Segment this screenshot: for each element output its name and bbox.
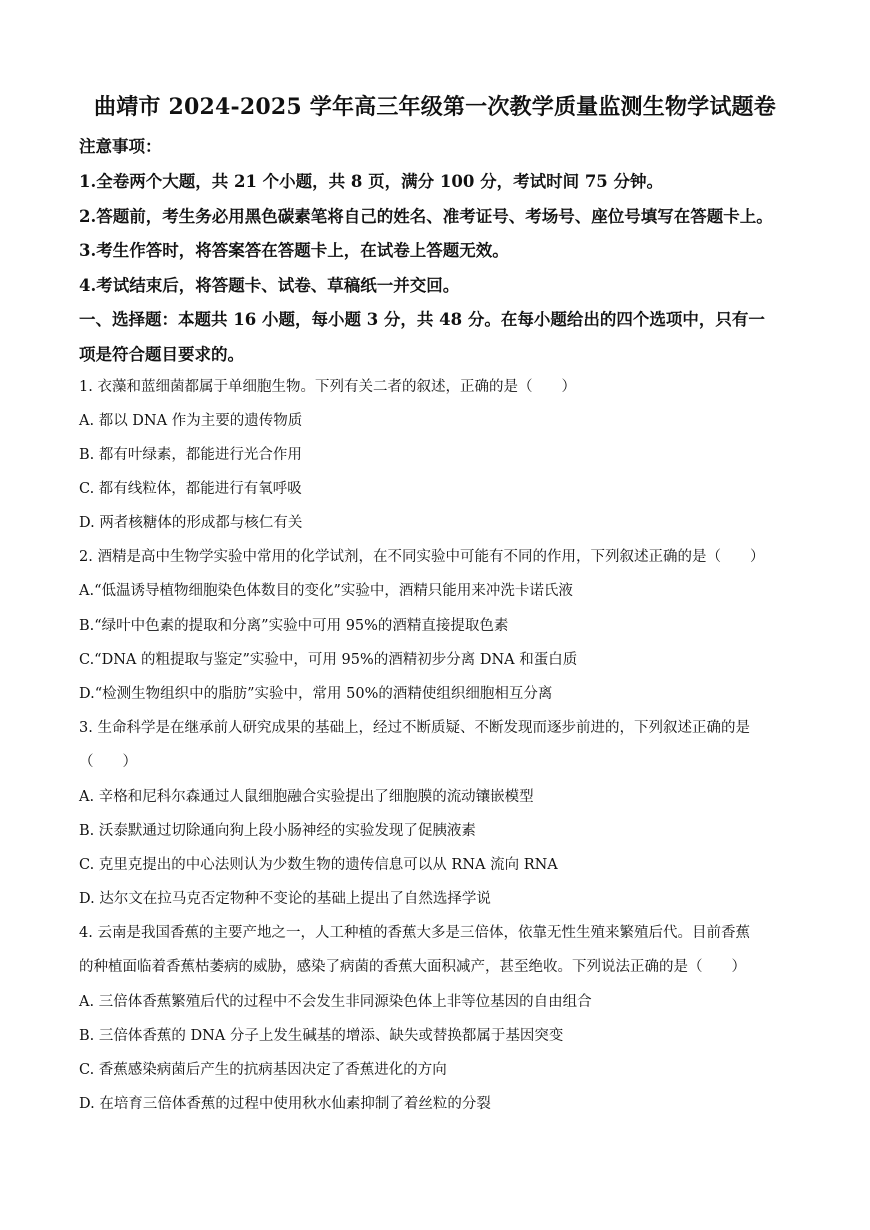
- question-option: D.“检测生物组织中的脂肪”实验中，常用 50%的酒精使组织细胞相互分离: [79, 686, 553, 702]
- section-heading-cont: 项是符合题目要求的。: [79, 345, 244, 364]
- section-heading: 一、选择题：本题共 16 小题，每小题 3 分，共 48 分。在每小题给出的四个选项中，只有一: [79, 310, 765, 329]
- question-option: C. 香蕉感染病菌后产生的抗病基因决定了香蕉进化的方向: [79, 1062, 447, 1078]
- question-option: C. 克里克提出的中心法则认为少数生物的遗传信息可以从 RNA 流向 RNA: [79, 857, 558, 873]
- page-title: 曲靖市 2024-2025 学年高三年级第一次教学质量监测生物学试题卷: [94, 94, 776, 120]
- question-option: A. 三倍体香蕉繁殖后代的过程中不会发生非同源染色体上非等位基因的自由组合: [79, 994, 592, 1010]
- notice-item: 4.考试结束后，将答题卡、试卷、草稿纸一并交回。: [79, 276, 460, 295]
- question-stem-cont: 的种植面临着香蕉枯萎病的威胁，感染了病菌的香蕉大面积减产，甚至绝收。下列说法正确的是（ ）: [79, 959, 746, 975]
- question-stem: 2. 酒精是高中生物学实验中常用的化学试剂，在不同实验中可能有不同的作用，下列叙述正确的是（ ）: [79, 549, 765, 565]
- question-option: C.“DNA 的粗提取与鉴定”实验中，可用 95%的酒精初步分离 DNA 和蛋白质: [79, 652, 578, 668]
- notice-item: 1.全卷两个大题，共 21 个小题，共 8 页，满分 100 分，考试时间 75 分钟。: [79, 172, 664, 191]
- question-stem: 4. 云南是我国香蕉的主要产地之一，人工种植的香蕉大多是三倍体，依靠无性生殖来繁殖后代。目前香蕉: [79, 925, 750, 941]
- question-option: A.“低温诱导植物细胞染色体数目的变化”实验中，酒精只能用来冲洗卡诺氏液: [79, 583, 573, 599]
- question-option: A. 辛格和尼科尔森通过人鼠细胞融合实验提出了细胞膜的流动镶嵌模型: [79, 789, 534, 805]
- question-option: B. 三倍体香蕉的 DNA 分子上发生碱基的增添、缺失或替换都属于基因突变: [79, 1028, 564, 1044]
- notice-item: 3.考生作答时，将答案答在答题卡上，在试卷上答题无效。: [79, 241, 509, 260]
- question-option: A. 都以 DNA 作为主要的遗传物质: [79, 413, 303, 429]
- question-option: D. 在培育三倍体香蕉的过程中使用秋水仙素抑制了着丝粒的分裂: [79, 1096, 491, 1112]
- question-stem-cont: （ ）: [79, 754, 137, 770]
- question-stem: 3. 生命科学是在继承前人研究成果的基础上，经过不断质疑、不断发现而逐步前进的，下列叙述正确的是: [79, 720, 750, 736]
- question-option: B.“绿叶中色素的提取和分离”实验中可用 95%的酒精直接提取色素: [79, 618, 509, 634]
- question-option: D. 两者核糖体的形成都与核仁有关: [79, 515, 303, 531]
- question-option: D. 达尔文在拉马克否定物种不变论的基础上提出了自然选择学说: [79, 891, 491, 907]
- question-stem: 1. 衣藻和蓝细菌都属于单细胞生物。下列有关二者的叙述，正确的是（ ）: [79, 379, 576, 395]
- question-option: B. 沃泰默通过切除通向狗上段小肠神经的实验发现了促胰液素: [79, 823, 476, 839]
- notice-item: 2.答题前，考生务必用黑色碳素笔将自己的姓名、准考证号、考场号、座位号填写在答题卡上。: [79, 207, 773, 226]
- question-option: B. 都有叶绿素，都能进行光合作用: [79, 447, 302, 463]
- question-option: C. 都有线粒体，都能进行有氧呼吸: [79, 481, 302, 497]
- notice-heading: 注意事项：: [79, 137, 162, 156]
